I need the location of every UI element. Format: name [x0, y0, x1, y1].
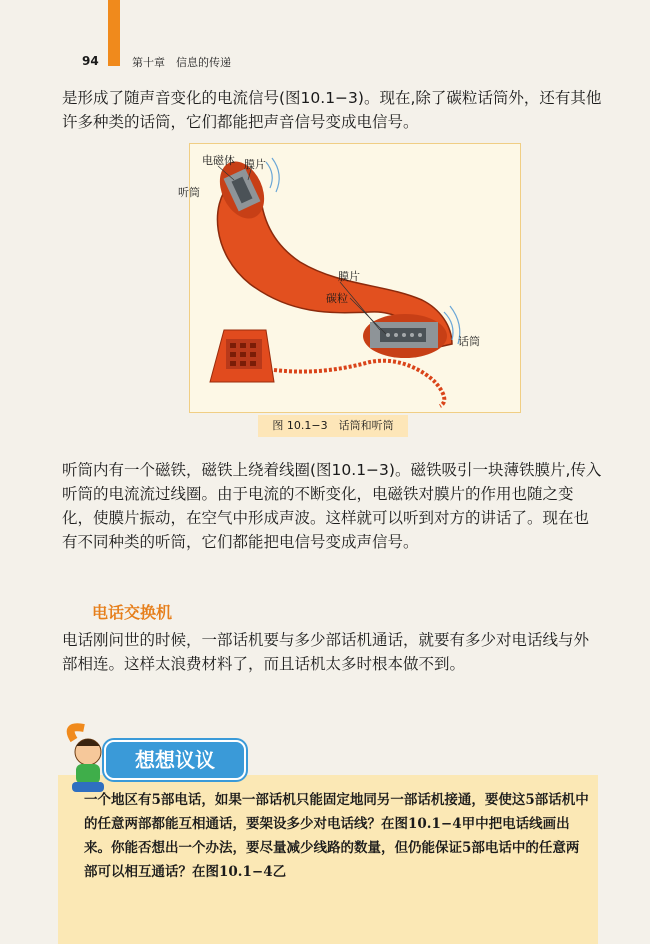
paragraph-exchange: 电话刚问世的时候，一部话机要与多少部话机通话，就要有多少对电话线与外部相连。这样太浪费材料了，而且话机太多时根本做不到。 [62, 631, 590, 673]
label-mouthpiece: 话筒 [458, 335, 480, 348]
label-membrane-bottom: 膜片 [338, 270, 360, 283]
label-carbon: 碳粒 [326, 292, 348, 305]
paragraph-microphone: 是形成了随声音变化的电流信号(图10.1−3)。现在,除了碳粒话筒外，还有其他许多种类的话筒，它们都能把声音信号变成电信号。 [62, 89, 602, 131]
label-earpiece: 听筒 [178, 186, 200, 199]
discussion-title-badge: 想想议议 [104, 740, 246, 780]
paragraph-earpiece: 听筒内有一个磁铁，磁铁上绕着线圈(图10.1−3)。磁铁吸引一块薄铁膜片,传入听筒的电流流过线圈。由于电流的不断变化，电磁铁对膜片的作用也随之变化，使膜片振动，在空气中形成声波。这样就可以听到对方的讲话了。现在也有不同种类的听筒，它们都能把电信号变成声信号。 [62, 461, 602, 551]
coiled-cord [274, 361, 444, 406]
section-title: 电话交换机 [92, 603, 173, 622]
mouthpiece-cutaway [363, 314, 447, 358]
discussion-text: 一个地区有5部电话，如果一部话机只能固定地同另一部话机接通，要使这5部话机中的任意两部都能互相通话，要架设多少对电话线？在图10.1−4甲中把电话线画出来。你能否想出一个办法，要尽量减少线路的数量，但仍能保证5部电话中的任意两部可以相互通话？在图10.1−4乙 [84, 792, 589, 880]
chapter-title: 第十章 信息的传递 [132, 56, 231, 69]
telephone-base [210, 330, 274, 382]
page-number: 94 [82, 54, 99, 68]
label-membrane-top: 膜片 [244, 158, 266, 171]
chapter-tab-marker [108, 0, 120, 66]
label-electromagnet: 电磁体 [202, 154, 235, 167]
figure-caption: 图 10.1−3 话筒和听筒 [258, 415, 408, 437]
